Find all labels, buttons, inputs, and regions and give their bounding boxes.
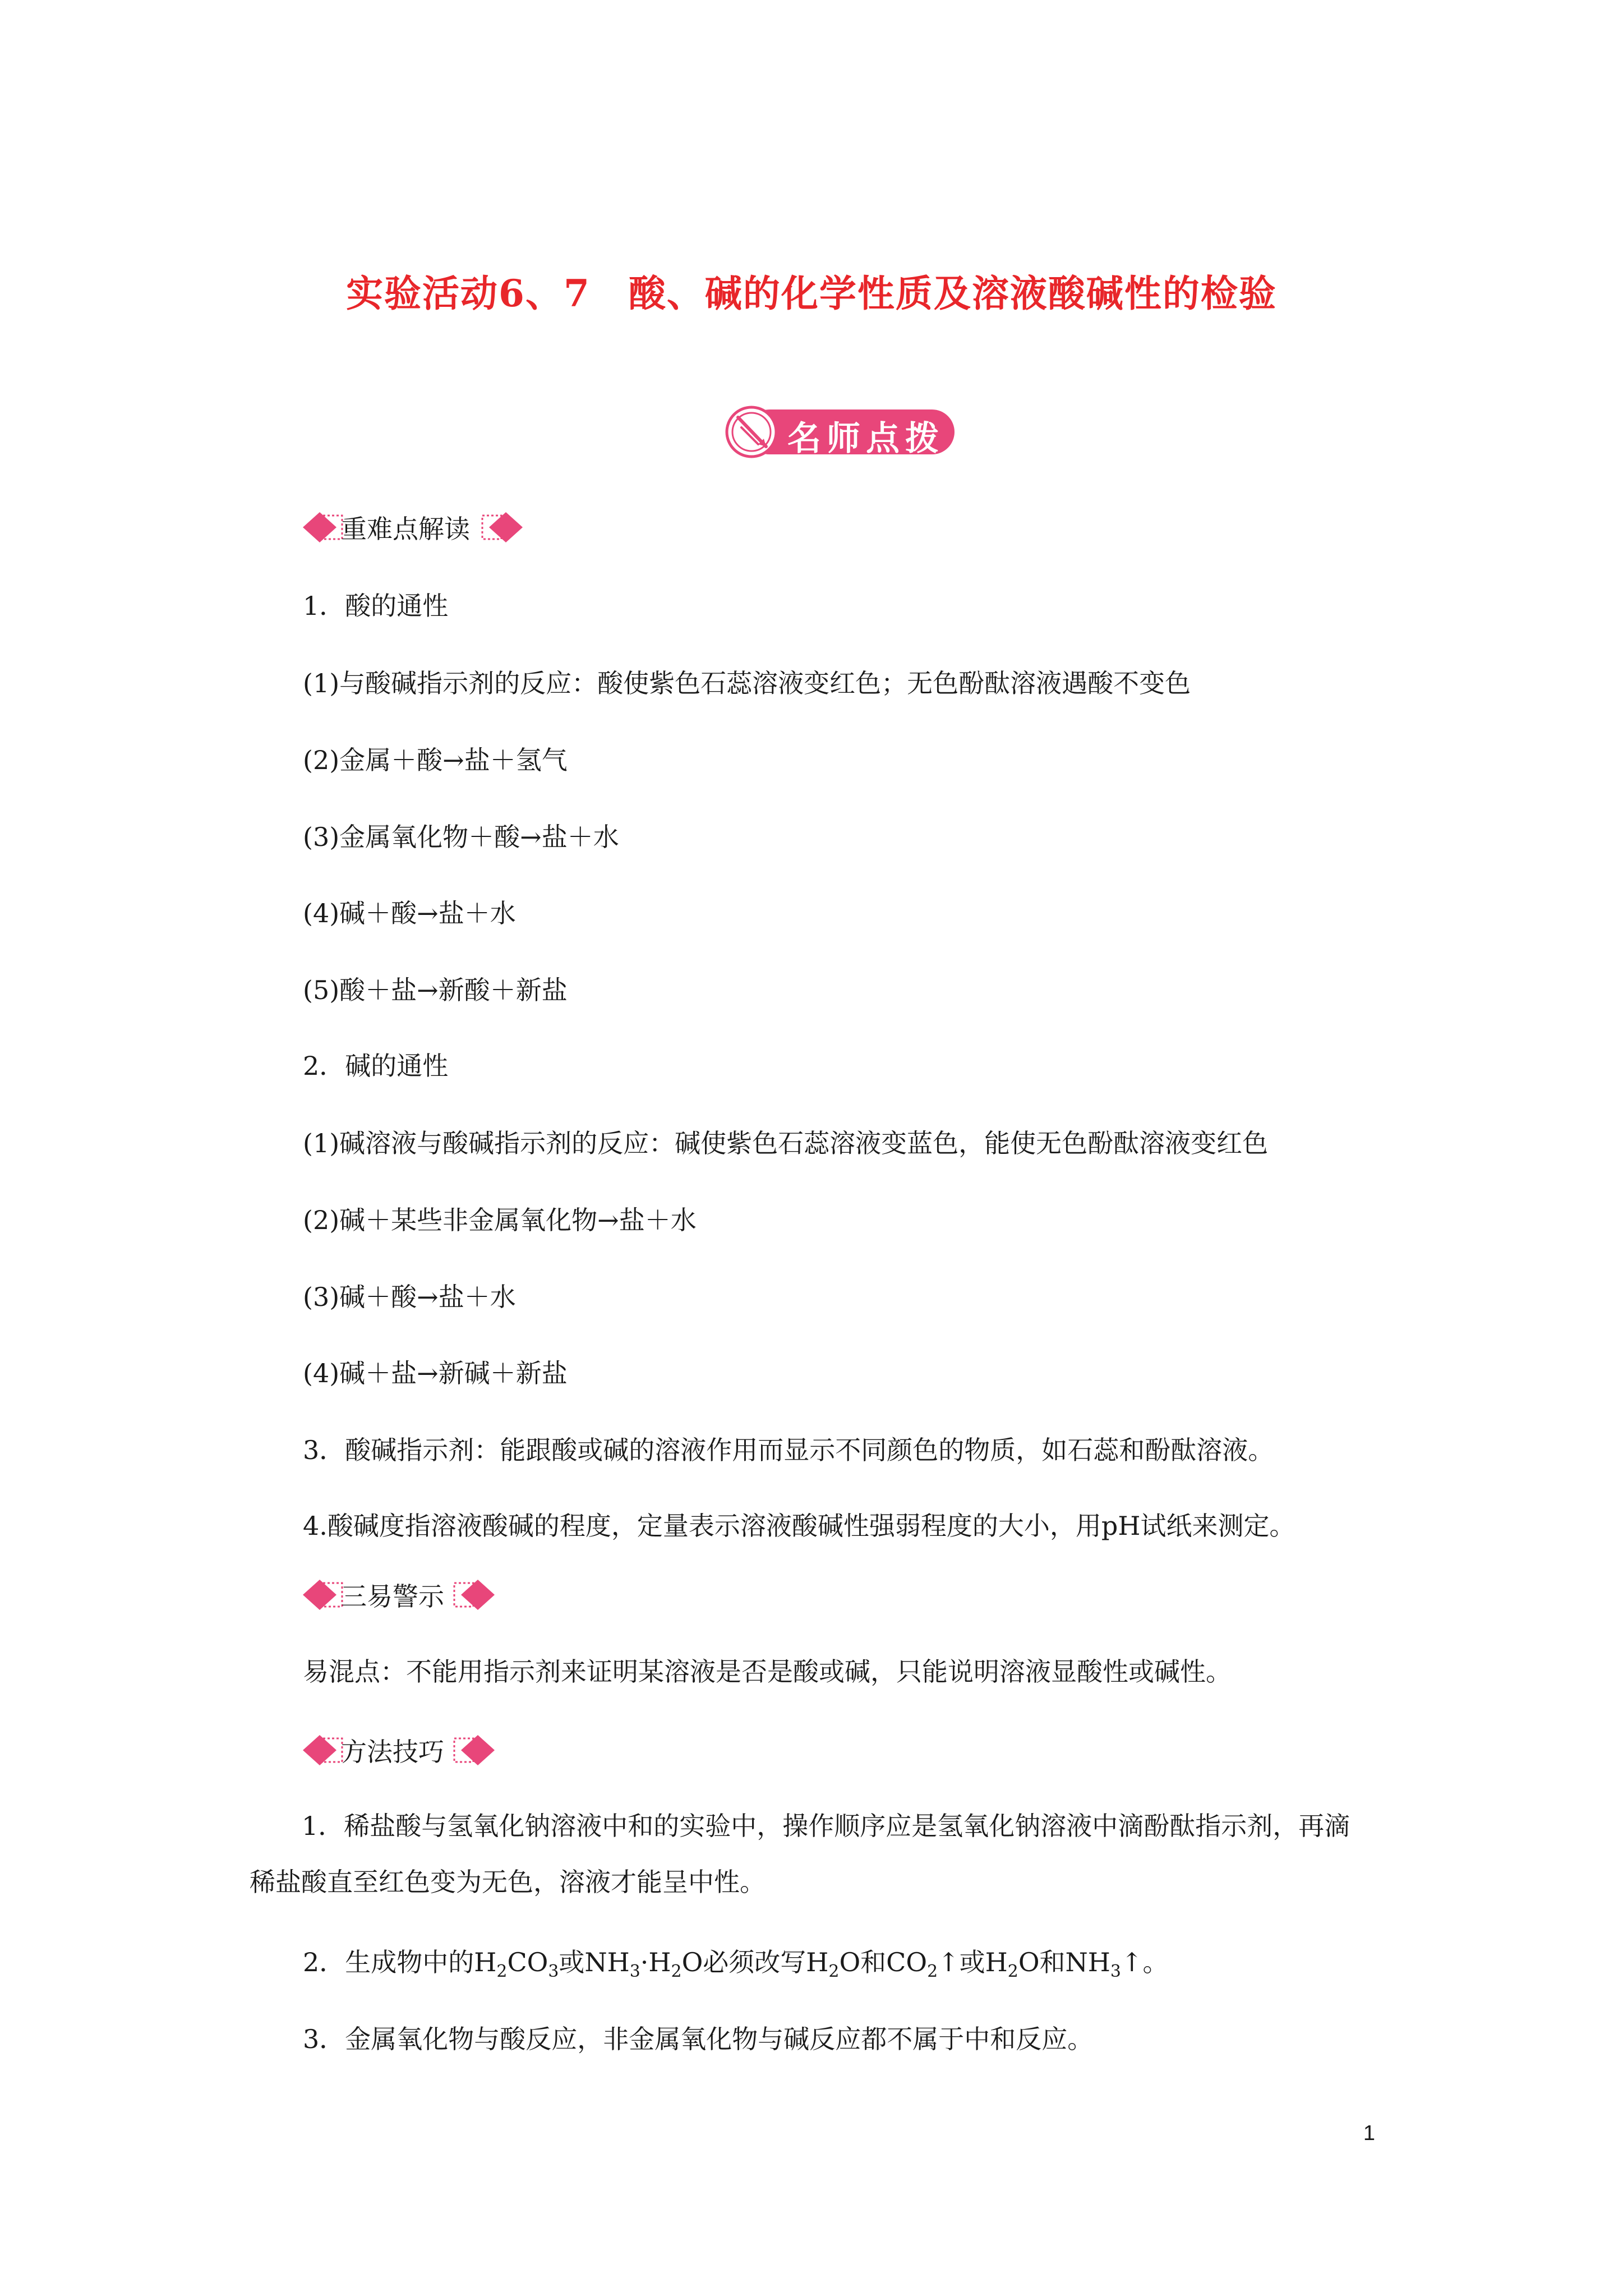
formula-text: H	[806, 1947, 829, 1977]
formula-text: O	[1018, 1947, 1040, 1977]
section-heading-methods	[303, 1731, 444, 1770]
acid-item-1: (1)与酸碱指示剂的反应：酸使紫色石蕊溶液变红色；无色酚酞溶液遇酸不变色	[303, 668, 1191, 698]
method-2-text: ↑。	[1121, 1947, 1169, 1977]
formula-text: H	[474, 1947, 497, 1977]
method-2-text: 和	[1039, 1947, 1066, 1977]
formula-subscript: 2	[671, 1962, 682, 1982]
section-heading-warnings	[303, 1575, 444, 1614]
method-2-text: 或	[559, 1947, 585, 1977]
acid-heading: 1．酸的通性	[303, 591, 449, 621]
formula-text: O	[681, 1947, 703, 1977]
formula-subscript: 2	[927, 1962, 938, 1982]
formula-text: NH	[1065, 1947, 1110, 1977]
formula-subscript: 2	[828, 1962, 840, 1982]
acid-item-3: (3)金属氧化物＋酸→盐＋水	[303, 822, 619, 852]
point-4: 4.酸碱度指溶液酸碱的程度，定量表示溶液酸碱性强弱程度的大小，用pH试纸来测定。	[303, 1511, 1295, 1541]
formula-text: H	[985, 1947, 1008, 1977]
section-label: 方法技巧	[341, 1737, 444, 1767]
acid-item-2: (2)金属＋酸→盐＋氢气	[303, 745, 568, 775]
method-2-text: 必须改写	[703, 1947, 806, 1977]
formula-subscript: 2	[496, 1962, 508, 1982]
formula-subscript: 3	[629, 1962, 640, 1982]
base-item-1: (1)碱溶液与酸碱指示剂的反应：碱使紫色石蕊溶液变蓝色，能使无色酚酞溶液变红色	[303, 1128, 1269, 1158]
base-item-3: (3)碱＋酸→盐＋水	[303, 1282, 516, 1312]
page-number: 1	[1363, 2122, 1375, 2145]
banner-text: 名师点拨	[787, 419, 944, 458]
formula-text: O	[839, 1947, 861, 1977]
page-title: 实验活动6、7 酸、碱的化学性质及溶液酸碱性的检验	[346, 272, 1277, 315]
base-item-2: (2)碱＋某些非金属氧化物→盐＋水	[303, 1205, 697, 1235]
formula-text: ·H	[640, 1947, 671, 1977]
method-2-text: ↑或	[938, 1947, 985, 1977]
method-2	[303, 1945, 1169, 1989]
acid-item-5: (5)酸＋盐→新酸＋新盐	[303, 975, 568, 1005]
section-label: 三易警示	[341, 1581, 444, 1612]
base-heading: 2．碱的通性	[303, 1051, 449, 1081]
section-label: 重难点解读	[341, 514, 470, 544]
formula-subscript: 3	[1110, 1962, 1121, 1982]
formula-subscript: 2	[1007, 1962, 1018, 1982]
formula-subscript: 3	[548, 1962, 559, 1982]
banner	[725, 405, 959, 459]
point-3: 3．酸碱指示剂：能跟酸或碱的溶液作用而显示不同颜色的物质，如石蕊和酚酞溶液。	[303, 1435, 1274, 1465]
formula-text: CO	[507, 1947, 548, 1977]
method-2-text: 和	[860, 1947, 887, 1977]
warning-text: 易混点：不能用指示剂来证明某溶液是否是酸或碱，只能说明溶液显酸性或碱性。	[303, 1657, 1232, 1687]
section-heading-key-points	[303, 508, 470, 547]
formula-text: NH	[584, 1947, 630, 1977]
method-2-text: 2．生成物中的	[303, 1947, 474, 1977]
formula-text: CO	[886, 1947, 928, 1977]
base-item-4: (4)碱＋盐→新碱＋新盐	[303, 1358, 568, 1388]
method-3: 3．金属氧化物与酸反应，非金属氧化物与碱反应都不属于中和反应。	[303, 2024, 1094, 2054]
acid-item-4: (4)碱＋酸→盐＋水	[303, 898, 516, 928]
method-1: 1．稀盐酸与氢氧化钠溶液中和的实验中，操作顺序应是氢氧化钠溶液中滴酚酞指示剂，再滴稀盐酸直至红色变为无色，溶液才能呈中性。	[250, 1811, 1350, 1897]
